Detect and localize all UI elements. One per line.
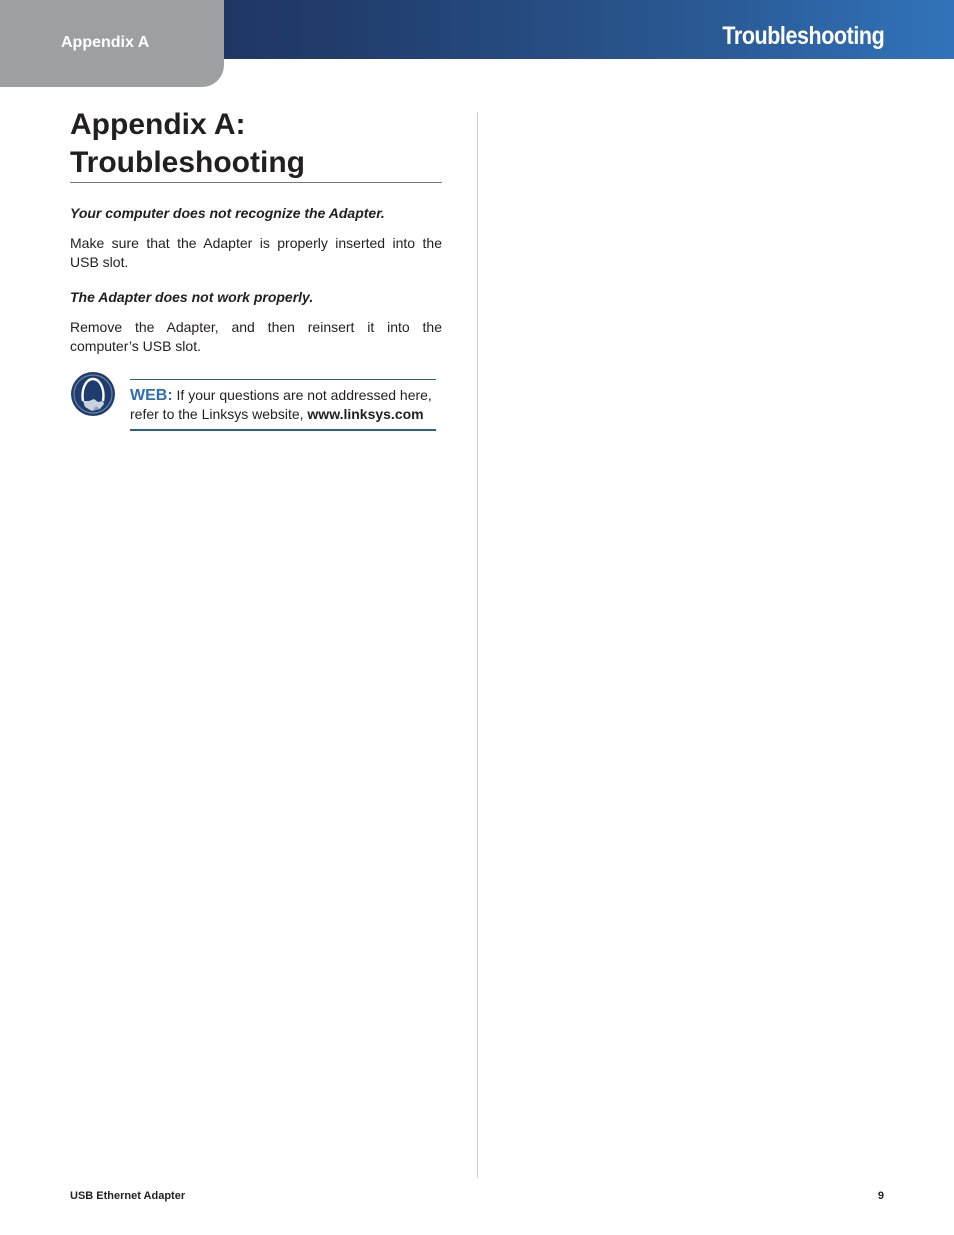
web-note-body: If your questions are not addressed here, refer to the Linksys website, bbox=[130, 387, 432, 422]
footer-page-number: 9 bbox=[877, 1190, 884, 1202]
answer-paragraph: Make sure that the Adapter is properly inserted into the USB slot. bbox=[70, 235, 442, 270]
section-label: Appendix A bbox=[61, 34, 150, 51]
section-tab bbox=[0, 0, 224, 87]
column-divider bbox=[477, 112, 478, 1178]
web-note-label: WEB: bbox=[130, 387, 173, 404]
question-heading: The Adapter does not work properly. bbox=[70, 289, 314, 305]
chapter-title: Troubleshooting bbox=[722, 22, 884, 50]
page-title-line1: Appendix A: bbox=[70, 108, 246, 141]
footer-product-name: USB Ethernet Adapter bbox=[70, 1190, 186, 1202]
answer-paragraph: Remove the Adapter, and then reinsert it into the computer’s USB slot. bbox=[70, 319, 442, 354]
page-title-line2: Troubleshooting bbox=[70, 146, 305, 179]
question-heading: Your computer does not recognize the Adapter. bbox=[70, 205, 385, 221]
web-note-text bbox=[130, 386, 440, 424]
globe-icon bbox=[70, 371, 116, 417]
page-title bbox=[70, 106, 442, 183]
linksys-website-link[interactable]: www.linksys.com bbox=[307, 406, 424, 422]
